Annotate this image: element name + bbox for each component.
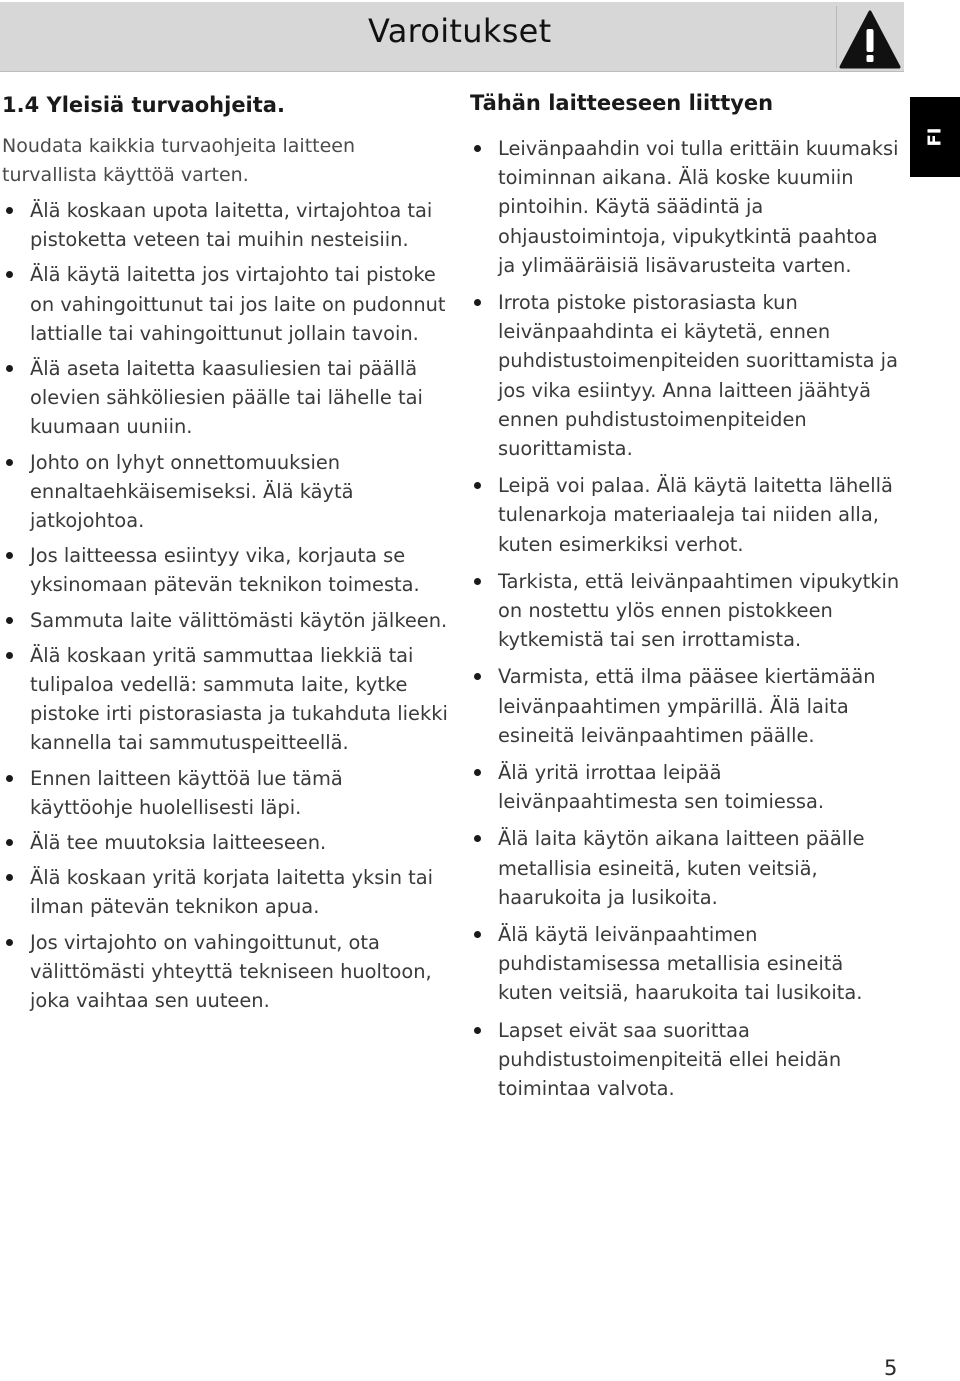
list-item-text: Jos laitteessa esiintyy vika, korjauta se yksinomaan pätevän teknikon toimesta. [30,544,420,597]
bullet-icon [6,652,13,659]
list-item-text: Älä koskaan yritä korjata laitetta yksin tai ilman pätevän teknikon apua. [30,866,434,919]
list-item-text: Leivänpaahdin voi tulla erittäin kuumaksi toiminnan aikana. Älä koske kuumiin pintoihin. Käytä säädintä ja ohjaustoimintoja, vipukytkintä paahtoa ja ylimääräisiä lisävarusteita varten. [498,137,899,277]
list-item-text: Älä käytä laitetta jos virtajohto tai pistoke on vahingoittunut tai jos laite on pudonnut lattialle tai vahingoittunut jollain tavoin. [30,263,446,345]
list-item [470,134,900,280]
list-item [2,828,450,857]
list-item-text: Älä tee muutoksia laitteeseen. [30,831,327,855]
appliance-safety-column [470,88,900,1111]
list-item-text: Leipä voi palaa. Älä käytä laitetta lähellä tulenarkoja materiaaleja tai niiden alla, kuten esimerkiksi verhot. [498,474,893,556]
bullet-icon [474,482,481,489]
list-item-text: Älä laita käytön aikana laitteen päälle metallisia esineitä, kuten veitsiä, haarukoita ja lusikoita. [498,827,865,909]
bullet-icon [474,299,481,306]
list-item-text: Ennen laitteen käyttöä lue tämä käyttöohje huolellisesti läpi. [30,766,343,819]
bullet-icon [474,931,481,938]
bullet-icon [474,769,481,776]
list-item [2,863,450,921]
list-item-text: Jos virtajohto on vahingoittunut, ota välittömästi yhteyttä tekniseen huoltoon, joka vaihtaa sen uuteen. [30,930,432,1013]
appliance-safety-list [470,134,900,1103]
list-item-text: Varmista, että ilma pääsee kiertämään leivänpaahtimen ympärillä. Älä laita esineitä leivänpaahtimen päälle. [498,665,876,747]
list-item [470,471,900,559]
list-item [470,1016,900,1104]
appliance-safety-heading: Tähän laitteeseen liittyen [470,91,774,115]
bullet-icon [6,459,13,466]
list-item [470,758,900,816]
bullet-icon [6,271,13,278]
bullet-icon [6,552,13,559]
page-number: 5 [884,1356,898,1380]
bullet-icon [474,1027,481,1034]
list-item [2,448,450,536]
page-title: Varoitukset [368,12,552,50]
language-tab [910,97,960,177]
bullet-icon [6,207,13,214]
list-item [2,641,450,758]
list-item-text: Älä koskaan yritä sammuttaa liekkiä tai tulipaloa vedellä: sammuta laite, kytke pistoke irti pistorasiasta ja tukahduta liekki kannella tai sammutuspeitteellä. [30,643,448,755]
bullet-icon [6,617,13,624]
header-divider [836,6,837,68]
list-item [2,764,450,822]
list-item-text: Tarkista, että leivänpaahtimen vipukytkin on nostettu ylös ennen pistokkeen kytkemistä tai sen irrottamista. [498,569,900,652]
general-safety-column [2,88,450,1021]
warning-triangle-icon [838,8,902,70]
list-item [2,196,450,254]
list-item [2,354,450,442]
language-tab-label: FI [924,127,946,147]
list-item-text: Lapset eivät saa suorittaa puhdistustoimenpiteitä ellei heidän toimintaa valvota. [498,1018,842,1101]
bullet-icon [6,775,13,782]
list-item-text: Johto on lyhyt onnettomuuksien ennaltaehkäisemiseksi. Älä käytä jatkojohtoa. [30,450,354,533]
bullet-icon [474,673,481,680]
bullet-icon [474,145,481,152]
bullet-icon [6,874,13,881]
list-item-text: Älä yritä irrottaa leipää leivänpaahtimesta sen toimiessa. [498,761,825,814]
list-item-text: Sammuta laite välittömästi käytön jälkeen. [30,608,448,632]
header-band [0,2,904,72]
list-item [470,662,900,750]
list-item [2,606,450,635]
general-safety-heading: 1.4 Yleisiä turvaohjeita. [2,93,285,117]
list-item [2,928,450,1016]
list-item [2,541,450,599]
list-item-text: Älä käytä leivänpaahtimen puhdistamisessa metallisia esineitä kuten veitsiä, haarukoita tai lusikoita. [498,923,863,1005]
bullet-icon [474,835,481,842]
list-item [470,567,900,655]
list-item-text: Älä koskaan upota laitetta, virtajohtoa tai pistoketta veteen tai muihin nesteisiin. [30,199,433,252]
bullet-icon [6,839,13,846]
bullet-icon [474,578,481,585]
list-item [2,260,450,348]
list-item [470,288,900,463]
general-safety-intro: Noudata kaikkia turvaohjeita laitteen turvallista käyttöä varten. [2,135,356,186]
list-item [470,824,900,912]
bullet-icon [6,939,13,946]
bullet-icon [6,365,13,372]
list-item-text: Älä aseta laitetta kaasuliesien tai päällä olevien sähköliesien päälle tai lähelle tai kuumaan uuniin. [30,357,423,439]
general-safety-list [2,196,450,1015]
list-item-text: Irrota pistoke pistorasiasta kun leivänpaahdinta ei käytetä, ennen puhdistustoimenpiteiden suorittamista ja jos vika esiintyy. Anna laitteen jäähtyä ennen puhdistustoimenpiteiden suorittamista. [498,291,898,461]
list-item [470,920,900,1008]
